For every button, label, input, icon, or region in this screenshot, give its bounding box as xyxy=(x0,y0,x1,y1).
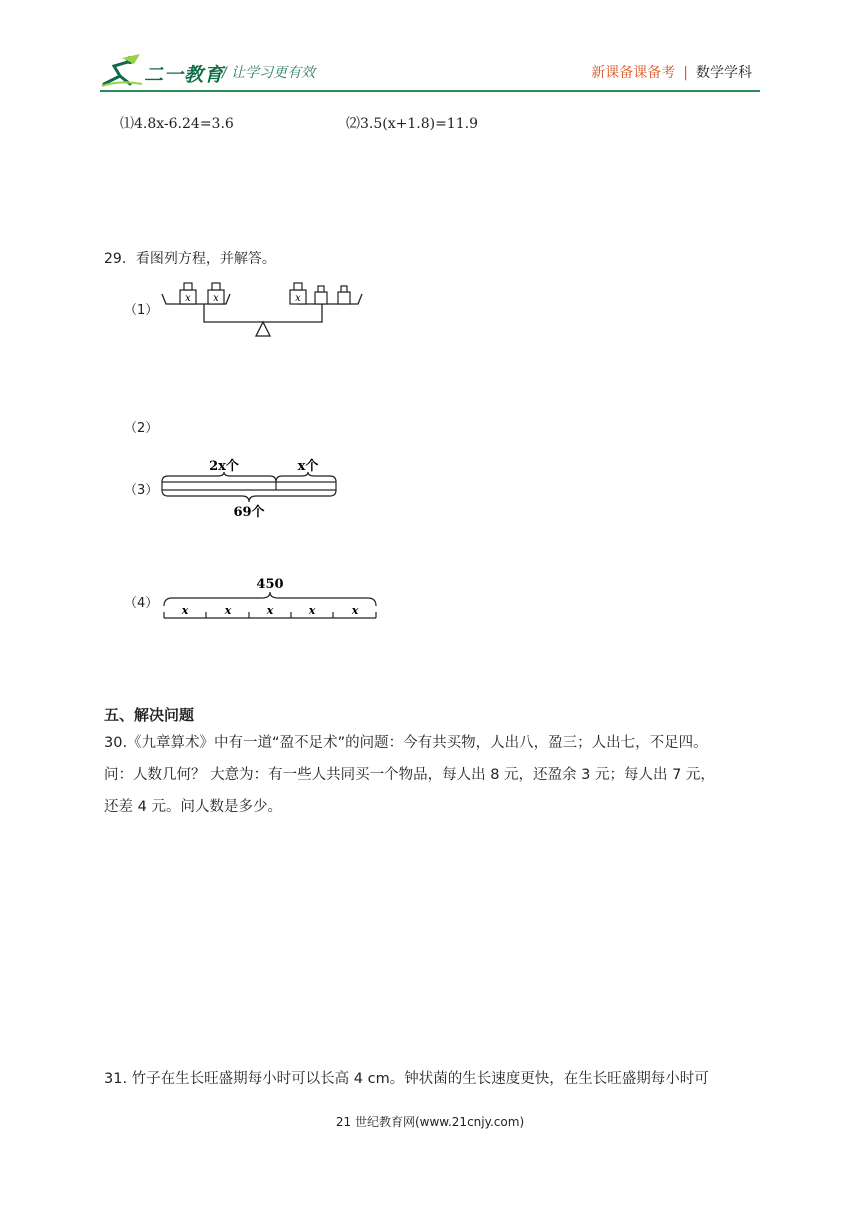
logo-text: 二一教育 xyxy=(144,64,225,86)
weight-x-3 xyxy=(290,283,306,304)
small-weight-1 xyxy=(315,286,327,304)
bar-label-x: x个 xyxy=(297,459,319,474)
svg-text:x: x xyxy=(213,293,219,304)
segment-x-4: x xyxy=(308,604,316,617)
q29-part-4-label: （4） xyxy=(124,596,159,611)
subject-label: 数学学科 xyxy=(696,65,752,81)
question-30 xyxy=(104,727,764,823)
q30-line-2: 问：人数几何？ 大意为：有一些人共同买一个物品，每人出 8 元，还盈余 3 元；每人出 7 元， xyxy=(104,767,715,783)
header-divider xyxy=(100,90,760,92)
equation-2: ⑵3.5(x+1.8)=11.9 xyxy=(346,116,478,132)
segment-x-3: x xyxy=(266,604,274,617)
small-weight-2 xyxy=(338,286,350,304)
runner-logo-icon xyxy=(100,54,144,88)
segment-x-2: x xyxy=(224,604,232,617)
page-footer: 21 世纪教育网(www.21cnjy.com) xyxy=(335,1115,525,1129)
weight-x-2 xyxy=(208,283,224,304)
q30-line-1: 30.《九章算术》中有一道“盈不足术”的问题：今有共买物，人出八，盈三；人出七，不足四。 xyxy=(104,735,708,751)
bar-total-label: 69个 xyxy=(233,505,265,520)
segment-figure xyxy=(158,574,384,624)
bar-model-figure xyxy=(158,454,342,520)
course-label: 新课备课备考 xyxy=(591,65,676,81)
svg-text:x: x xyxy=(295,293,301,304)
page-header xyxy=(0,0,860,100)
q30-line-3: 还差 4 元。问人数是多少。 xyxy=(104,799,282,815)
header-right xyxy=(591,62,752,82)
segment-total-label: 450 xyxy=(256,577,284,592)
segment-x-5: x xyxy=(351,604,359,617)
q29-part-2-label: （2） xyxy=(124,421,159,436)
equation-1: ⑴4.8x-6.24=3.6 xyxy=(120,116,234,132)
balance-scale-figure xyxy=(160,278,370,340)
svg-text:x: x xyxy=(185,293,191,304)
q29-part-1-label: （1） xyxy=(124,303,159,318)
header-separator: | xyxy=(683,65,688,81)
bar-label-2x: 2x个 xyxy=(209,459,239,474)
segment-x-1: x xyxy=(181,604,189,617)
question-31: 31. 竹子在生长旺盛期每小时可以长高 4 cm。钟状菌的生长速度更快，在生长旺盛期每小时可 xyxy=(104,1071,709,1087)
section-5-title: 五、解决问题 xyxy=(104,706,195,724)
slogan: / 让学习更有效 xyxy=(222,65,316,81)
q29-part-3-label: （3） xyxy=(124,483,159,498)
question-29-title: 29．看图列方程，并解答。 xyxy=(104,251,276,267)
weight-x-1 xyxy=(180,283,196,304)
